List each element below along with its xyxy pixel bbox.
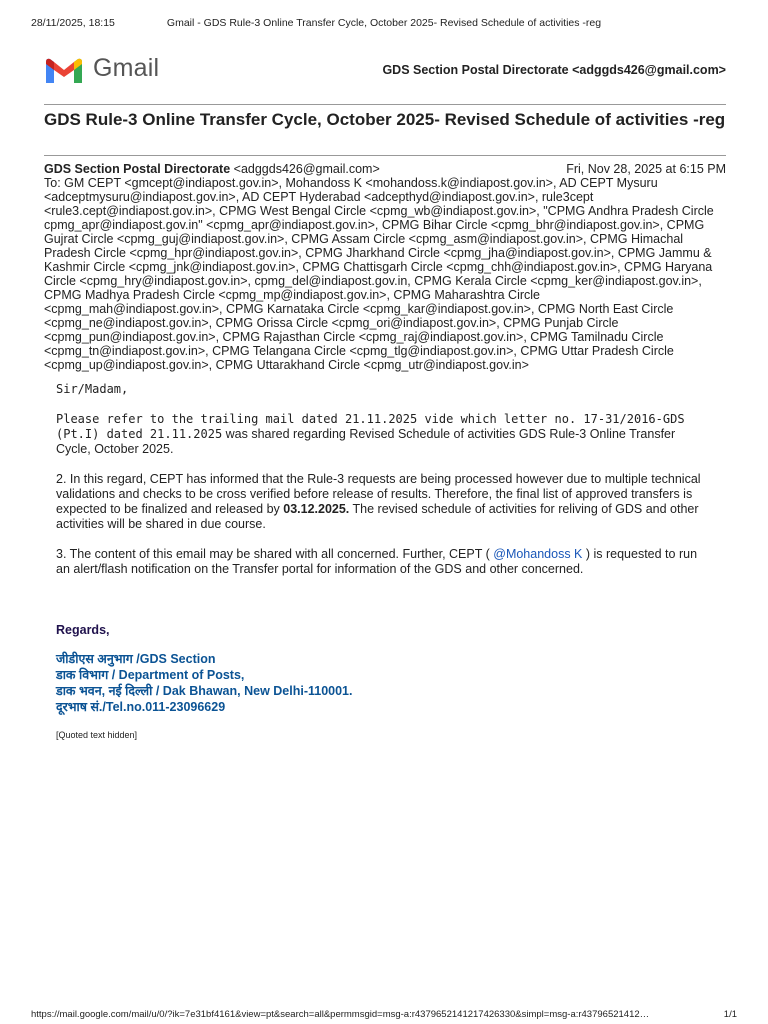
paragraph-3-text: 3. The content of this email may be shared with all concerned. Further, CEPT ( — [56, 547, 494, 561]
paragraph-1-reference: Please refer to the trailing mail dated 21.11.2025 vide which letter no. 17-31/2016-GDS (Pt.I) dated 21.11.2025 — [56, 412, 685, 441]
divider — [44, 155, 726, 156]
paragraph-3-tail: ) is requested to run an alert/flash notification on the Transfer portal for information of the GDS and other concerned. — [56, 547, 698, 576]
quoted-text-toggle[interactable]: [Quoted text hidden] — [56, 730, 138, 740]
signature-block — [56, 651, 712, 715]
recipients-line: <rule3.cept@indiapost.gov.in>, CPMG West Bengal Circle <cpmg_wb@indiapost.gov.in>, "CPMG Andhra Pradesh Circle — [44, 204, 714, 218]
recipients-line: CPMG Madhya Pradesh Circle <cpmg_mp@indiapost.gov.in>, CPMG Maharashtra Circle — [44, 288, 540, 302]
recipients-line: To: GM CEPT <gmcept@indiapost.gov.in>, Mohandoss K <mohandoss.k@indiapost.gov.in>, AD CEPT Mysuru — [44, 176, 658, 190]
email-body — [56, 382, 712, 743]
mention-link[interactable]: @Mohandoss K — [493, 547, 583, 561]
sender-email: <adggds426@gmail.com> — [233, 162, 380, 176]
recipients-line: Kashmir Circle <cpmg_jnk@indiapost.gov.in>, CPMG Chattisgarh Circle <cpmg_chh@indiapost.gov.in>, CPMG Haryana — [44, 260, 713, 274]
account-identity: GDS Section Postal Directorate <adggds426@gmail.com> — [382, 63, 726, 77]
recipients-line: Gujrat Circle <cpmg_guj@indiapost.gov.in>, CPMG Assam Circle <cpmg_asm@indiapost.gov.in>, CPMG Himachal — [44, 232, 684, 246]
paragraph-2-tail: The revised schedule of activities for reliving of GDS and other activities will be shared in due course. — [56, 502, 699, 531]
recipients-line: <cpmg_pun@indiapost.gov.in>, CPMG Rajasthan Circle <cpmg_raj@indiapost.gov.in>, CPMG Tamilnadu Circle — [44, 330, 664, 344]
message-header — [44, 162, 726, 372]
recipients-line: <cpmg_ne@indiapost.gov.in>, CPMG Orissa Circle <cpmg_ori@indiapost.gov.in>, CPMG Punjab Circle — [44, 316, 619, 330]
paragraph-2 — [56, 472, 712, 532]
signature-line: डाक विभाग / Department of Posts, — [56, 668, 245, 682]
recipients-line: <adceptmysuru@indiapost.gov.in>, AD CEPT Hyderabad <adcepthyd@indiapost.gov.in>, rule3cept — [44, 190, 594, 204]
paragraph-3 — [56, 547, 712, 577]
message-date: Fri, Nov 28, 2025 at 6:15 PM — [566, 162, 726, 176]
print-url: https://mail.google.com/mail/u/0/?ik=7e31bf4161&view=pt&search=all&permmsgid=msg-a:r4379652141217426330&simpl=msg-a:r43796521412… — [31, 1009, 650, 1020]
print-title: Gmail - GDS Rule-3 Online Transfer Cycle, October 2025- Revised Schedule of activities -reg — [166, 17, 602, 29]
signature-line: जीडीएस अनुभाग /GDS Section — [56, 652, 216, 666]
divider — [44, 104, 726, 105]
recipients-line: <cpmg_up@indiapost.gov.in>, CPMG Uttarakhand Circle <cpmg_utr@indiapost.gov.in> — [44, 358, 529, 372]
sender-name: GDS Section Postal Directorate — [44, 162, 231, 176]
signature-line: दूरभाष सं./Tel.no.011-23096629 — [56, 700, 226, 714]
paragraph-2-text: 2. In this regard, CEPT has informed that the Rule-3 requests are being processed however due to multiple technical validations and checks to be cross verified before release of results. Therefore, the final list of approved transfers is expected to be finalized and released by — [56, 472, 701, 516]
recipients-line: Circle <cpmg_hry@indiapost.gov.in>, cpmg_del@indiapost.gov.in, CPMG Kerala Circle <cpmg_ker@indiapost.gov.in>, — [44, 274, 702, 288]
print-datetime: 28/11/2025, 18:15 — [31, 17, 115, 29]
email-subject: GDS Rule-3 Online Transfer Cycle, October 2025- Revised Schedule of activities -reg — [44, 110, 726, 129]
paragraph-1-text: was shared regarding Revised Schedule of activities GDS Rule-3 Online Transfer Cycle, October 2025. — [56, 427, 676, 456]
recipients-list — [44, 176, 726, 372]
regards: Regards, — [56, 623, 110, 637]
gmail-m-logo-icon — [44, 55, 84, 85]
recipients-line: <cpmg_tn@indiapost.gov.in>, CPMG Telangana Circle <cpmg_tlg@indiapost.gov.in>, CPMG Uttar Pradesh Circle — [44, 344, 674, 358]
recipients-line: Pradesh Circle <cpmg_hpr@indiapost.gov.in>, CPMG Jharkhand Circle <cpmg_jha@indiapost.gov.in>, CPMG Jammu & — [44, 246, 712, 260]
salutation: Sir/Madam, — [56, 382, 129, 396]
paragraph-1 — [56, 412, 712, 457]
gmail-wordmark: Gmail — [93, 54, 160, 82]
signature-line: डाक भवन, नई दिल्ली / Dak Bhawan, New Delhi-110001. — [56, 684, 353, 698]
page-number: 1/1 — [723, 1009, 737, 1020]
recipients-line: <cpmg_mah@indiapost.gov.in>, CPMG Karnataka Circle <cpmg_kar@indiapost.gov.in>, CPMG North East Circle — [44, 302, 674, 316]
recipients-line: cpmg_apr@indiapost.gov.in" <cpmg_apr@indiapost.gov.in>, CPMG Bihar Circle <cpmg_bhr@indiapost.gov.in>, CPMG — [44, 218, 705, 232]
header-bar — [44, 55, 726, 85]
release-date: 03.12.2025. — [283, 502, 350, 516]
